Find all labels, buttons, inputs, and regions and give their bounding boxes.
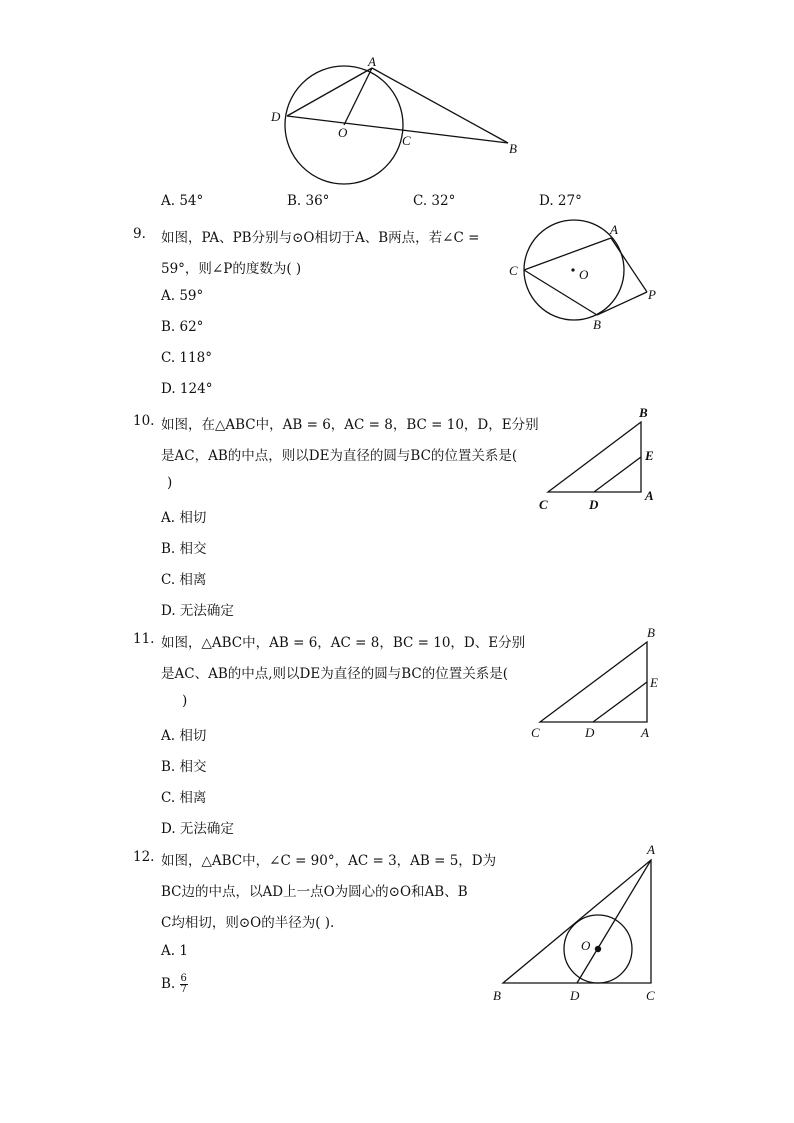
q11-triangle (540, 642, 647, 722)
q8-label-c: C (402, 133, 411, 148)
q12-option-b-numerator: 6 (180, 973, 187, 984)
q11-option-d[interactable]: D. 无法确定 (161, 821, 234, 837)
q9-label-a: A (610, 222, 618, 237)
q12-option-a[interactable]: A. 1 (161, 943, 188, 959)
q11-stem-line1: 如图，△ABC中，AB = 6，AC = 8，BC = 10，D、E分别 (161, 635, 526, 651)
q9-stem-line1: 如图，PA、PB分别与⊙O相切于A、B两点，若∠C = (161, 230, 480, 246)
q11-stem-line2: 是AC、AB的中点,则以DE为直径的圆与BC的位置关系是( (161, 666, 508, 682)
q11-label-a: A (641, 725, 649, 740)
q9-option-a[interactable]: A. 59° (161, 288, 204, 304)
q8-label-d: D (271, 109, 281, 124)
q9-center-dot (571, 268, 574, 271)
q8-label-b: B (509, 141, 517, 156)
q12-stem-line1: 如图，△ABC中，∠C = 90°，AC = 3，AB = 5，D为 (161, 853, 497, 869)
q12-label-c: C (646, 988, 655, 1003)
q10-stem-line3: ) (167, 475, 173, 491)
q9-label-p: P (648, 287, 656, 302)
q8-label-o: O (338, 125, 348, 140)
q10-stem-line2: 是AC，AB的中点，则以DE为直径的圆与BC的位置关系是( (161, 448, 518, 464)
q10-figure (535, 402, 665, 517)
q8-option-b[interactable]: B. 36° (287, 193, 330, 209)
q10-label-e: E (645, 448, 654, 463)
q10-label-b: B (639, 405, 648, 420)
q8-line-db (287, 116, 508, 143)
q11-option-a[interactable]: A. 相切 (161, 728, 207, 744)
q11-line-de (593, 682, 647, 722)
q12-label-d: D (570, 988, 580, 1003)
q9-figure (505, 218, 665, 333)
q12-number: 12. (133, 849, 155, 865)
q12-label-a: A (647, 842, 655, 857)
q12-line-ad (577, 860, 651, 983)
q12-figure (488, 840, 668, 1010)
q10-label-c: C (539, 497, 548, 512)
q11-number: 11. (133, 631, 155, 647)
q9-option-c[interactable]: C. 118° (161, 350, 212, 366)
q12-option-b[interactable] (161, 974, 188, 995)
q9-label-c: C (509, 263, 518, 278)
q9-option-d[interactable]: D. 124° (161, 381, 213, 397)
q12-stem-line3: C均相切，则⊙O的半径为( ). (161, 915, 335, 931)
q11-figure (525, 622, 665, 747)
q8-figure (260, 55, 540, 165)
q9-stem-line2: 59°，则∠P的度数为( ) (161, 261, 302, 277)
q10-stem-line1: 如图，在△ABC中，AB = 6，AC = 8，BC = 10，D，E分别 (161, 417, 539, 433)
q11-stem-line3: ) (182, 693, 188, 709)
q12-center-dot (595, 946, 601, 952)
q9-option-b[interactable]: B. 62° (161, 319, 204, 335)
q11-label-d: D (585, 725, 595, 740)
q10-option-c[interactable]: C. 相离 (161, 572, 207, 588)
q10-option-d[interactable]: D. 无法确定 (161, 603, 234, 619)
q10-option-a[interactable]: A. 相切 (161, 510, 207, 526)
q11-label-e: E (650, 675, 658, 690)
q12-option-b-denominator: 7 (180, 984, 187, 995)
q11-label-b: B (647, 625, 655, 640)
q10-number: 10. (133, 413, 155, 429)
q11-label-c: C (531, 725, 540, 740)
q10-triangle (548, 422, 641, 492)
q9-number: 9. (133, 226, 146, 242)
q8-option-a[interactable]: A. 54° (161, 193, 204, 209)
q9-line-bp (597, 292, 647, 315)
q8-label-a: A (368, 54, 376, 69)
q8-line-ab (372, 68, 508, 143)
q8-option-d[interactable]: D. 27° (539, 193, 582, 209)
q10-label-a: A (645, 488, 654, 503)
q8-option-c[interactable]: C. 32° (413, 193, 456, 209)
q10-option-b[interactable]: B. 相交 (161, 541, 207, 557)
q9-line-ap (611, 238, 647, 292)
q8-line-da (287, 68, 372, 116)
q12-label-o: O (581, 938, 591, 953)
q9-label-o: O (579, 267, 589, 282)
q9-line-ca (524, 238, 611, 270)
q12-label-b: B (493, 988, 501, 1003)
q10-line-de (594, 457, 641, 492)
q10-label-d: D (589, 497, 599, 512)
q11-option-c[interactable]: C. 相离 (161, 790, 207, 806)
q9-label-b: B (593, 317, 601, 332)
q12-option-b-fraction (180, 974, 188, 995)
q11-option-b[interactable]: B. 相交 (161, 759, 207, 775)
q12-option-b-prefix: B. (161, 976, 176, 992)
q12-stem-line2: BC边的中点，以AD上一点O为圆心的⊙O和AB、B (161, 884, 468, 900)
